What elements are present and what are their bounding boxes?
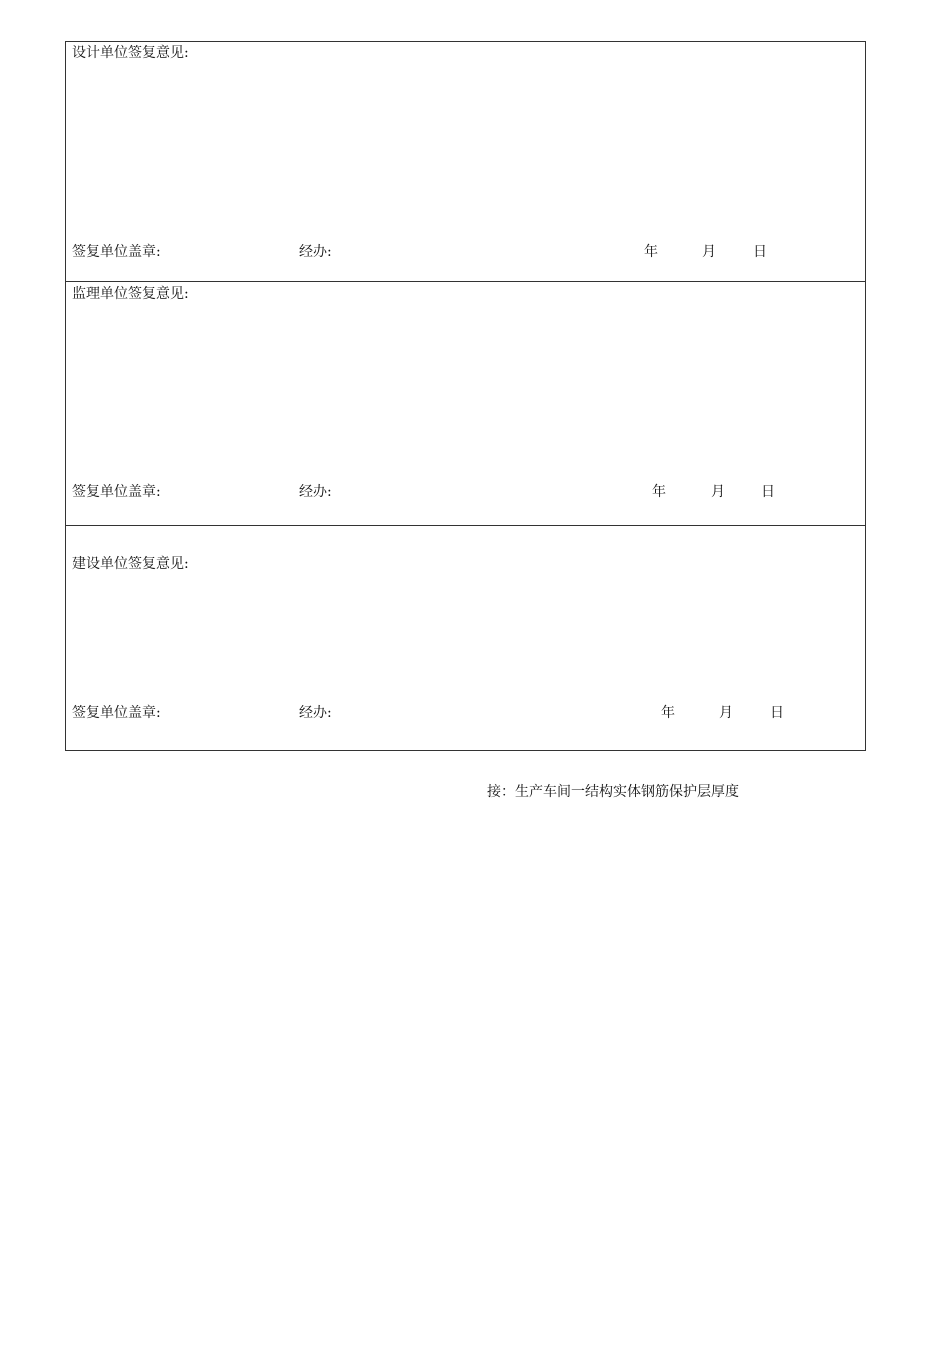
handler-label: 经办: <box>299 484 332 500</box>
day-label: 日 <box>770 705 784 721</box>
handler-label: 经办: <box>299 244 332 260</box>
seal-label: 签复单位盖章: <box>72 484 161 500</box>
seal-label: 签复单位盖章: <box>72 705 161 721</box>
construction-unit-section <box>66 525 865 752</box>
month-label: 月 <box>702 244 716 260</box>
handler-label: 经办: <box>299 705 332 721</box>
continuation-note: 接：生产车间一结构实体钢筋保护层厚度 <box>487 784 739 800</box>
design-unit-signature-row <box>66 243 865 261</box>
seal-label: 签复单位盖章: <box>72 244 161 260</box>
supervision-unit-section <box>66 281 865 525</box>
year-label: 年 <box>644 244 658 260</box>
month-label: 月 <box>719 705 733 721</box>
day-label: 日 <box>761 484 775 500</box>
day-label: 日 <box>753 244 767 260</box>
design-unit-opinion-heading: 设计单位签复意见: <box>72 45 189 61</box>
year-label: 年 <box>661 705 675 721</box>
month-label: 月 <box>711 484 725 500</box>
approval-form-table <box>65 41 866 751</box>
year-label: 年 <box>652 484 666 500</box>
supervision-unit-opinion-heading: 监理单位签复意见: <box>72 286 189 302</box>
design-unit-section <box>66 42 865 281</box>
construction-unit-opinion-heading: 建设单位签复意见: <box>72 556 189 572</box>
construction-unit-signature-row <box>66 704 865 722</box>
supervision-unit-signature-row <box>66 483 865 501</box>
